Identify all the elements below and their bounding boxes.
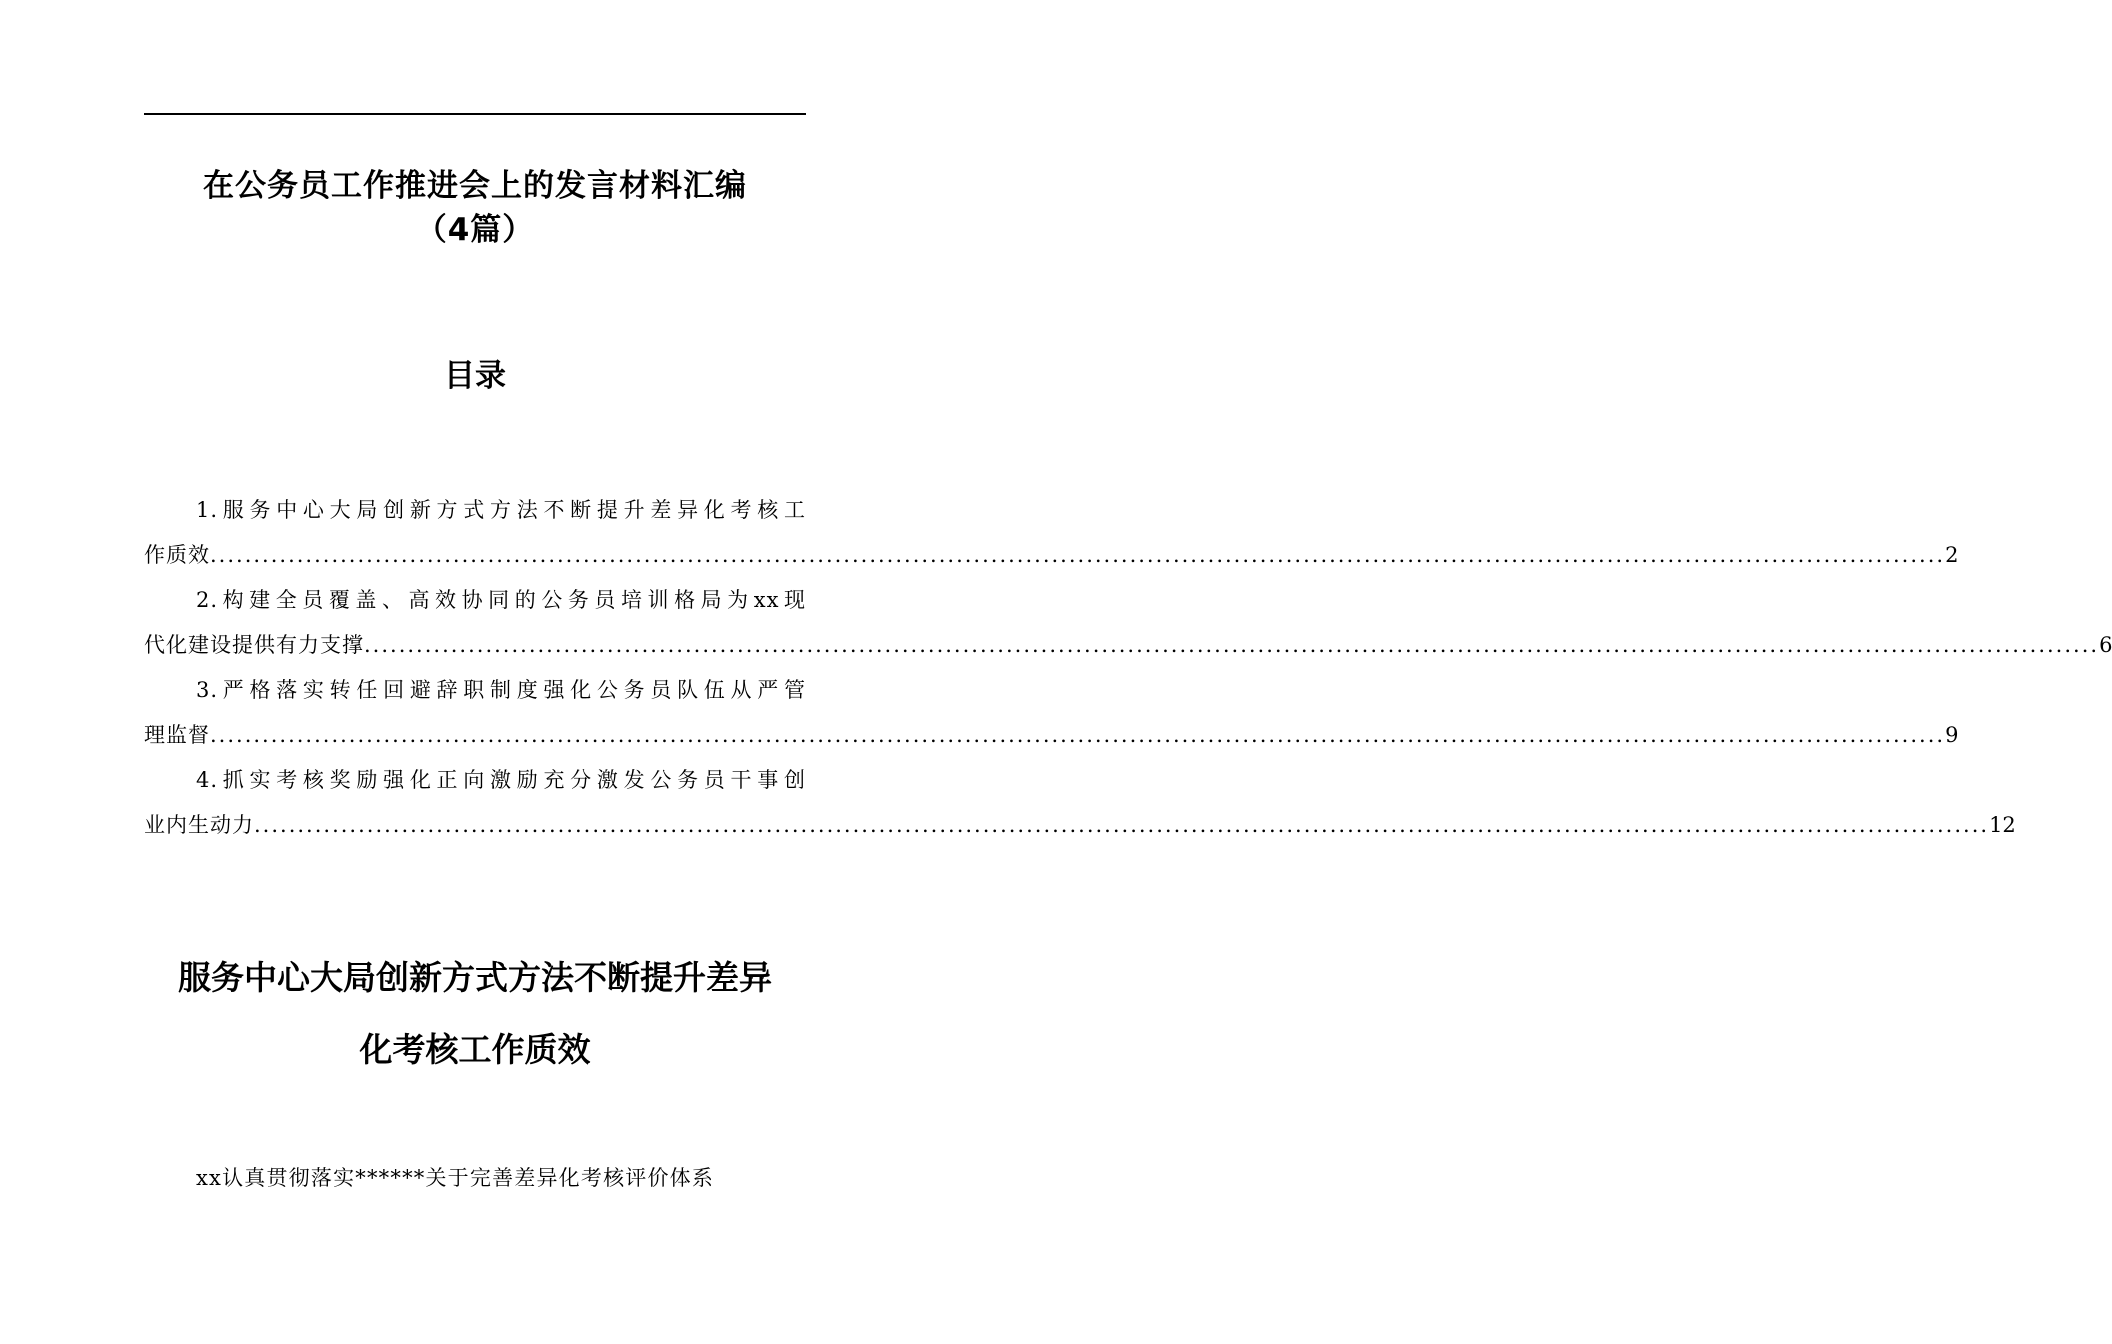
toc-entry-text-cont: 理监督 [144, 723, 210, 747]
toc-page-number: 12 [1989, 813, 2016, 837]
toc-entry-1[interactable] [144, 488, 1959, 578]
toc-entry-text-cont: 代化建设提供有力支撑 [144, 633, 364, 657]
toc-entry-3[interactable] [144, 668, 1959, 758]
toc-entry-text: 1.服务中心大局创新方式方法不断提升差异化考核工 [196, 498, 806, 522]
header-rule [144, 113, 806, 115]
toc-page-number: 2 [1945, 543, 1959, 567]
toc-entry-text-cont: 业内生动力 [144, 813, 254, 837]
section-title-line2: 化考核工作质效 [359, 1030, 591, 1069]
toc-page-number: 6 [2099, 633, 2112, 657]
table-of-contents [144, 488, 2112, 848]
body-paragraph: xx认真贯彻落实******关于完善差异化考核评价体系 [196, 1166, 715, 1190]
section-title-line1: 服务中心大局创新方式方法不断提升差异 [178, 958, 772, 997]
toc-entry-2[interactable] [144, 578, 2112, 668]
toc-leader-dots: ........................................................................................................................................................................................................ [254, 813, 1990, 837]
toc-entry-text: 3.严格落实转任回避辞职制度强化公务员队伍从严管 [196, 678, 806, 702]
toc-heading: 目录 [444, 358, 506, 394]
toc-leader-dots: ........................................................................................................................................................................................................ [210, 723, 1946, 747]
document-title-line1: 在公务员工作推进会上的发言材料汇编 [203, 168, 747, 204]
toc-entry-4[interactable] [144, 758, 2016, 848]
toc-leader-dots: ........................................................................................................................................................................................................ [364, 633, 2100, 657]
toc-entry-text: 4.抓实考核奖励强化正向激励充分激发公务员干事创 [196, 768, 806, 792]
toc-entry-text: 2.构建全员覆盖、高效协同的公务员培训格局为xx现 [196, 588, 806, 612]
toc-entry-text-cont: 作质效 [144, 543, 210, 567]
toc-leader-dots: ........................................................................................................................................................................................................ [210, 543, 1946, 567]
toc-page-number: 9 [1945, 723, 1959, 747]
document-title-line2: （4篇） [415, 212, 535, 248]
